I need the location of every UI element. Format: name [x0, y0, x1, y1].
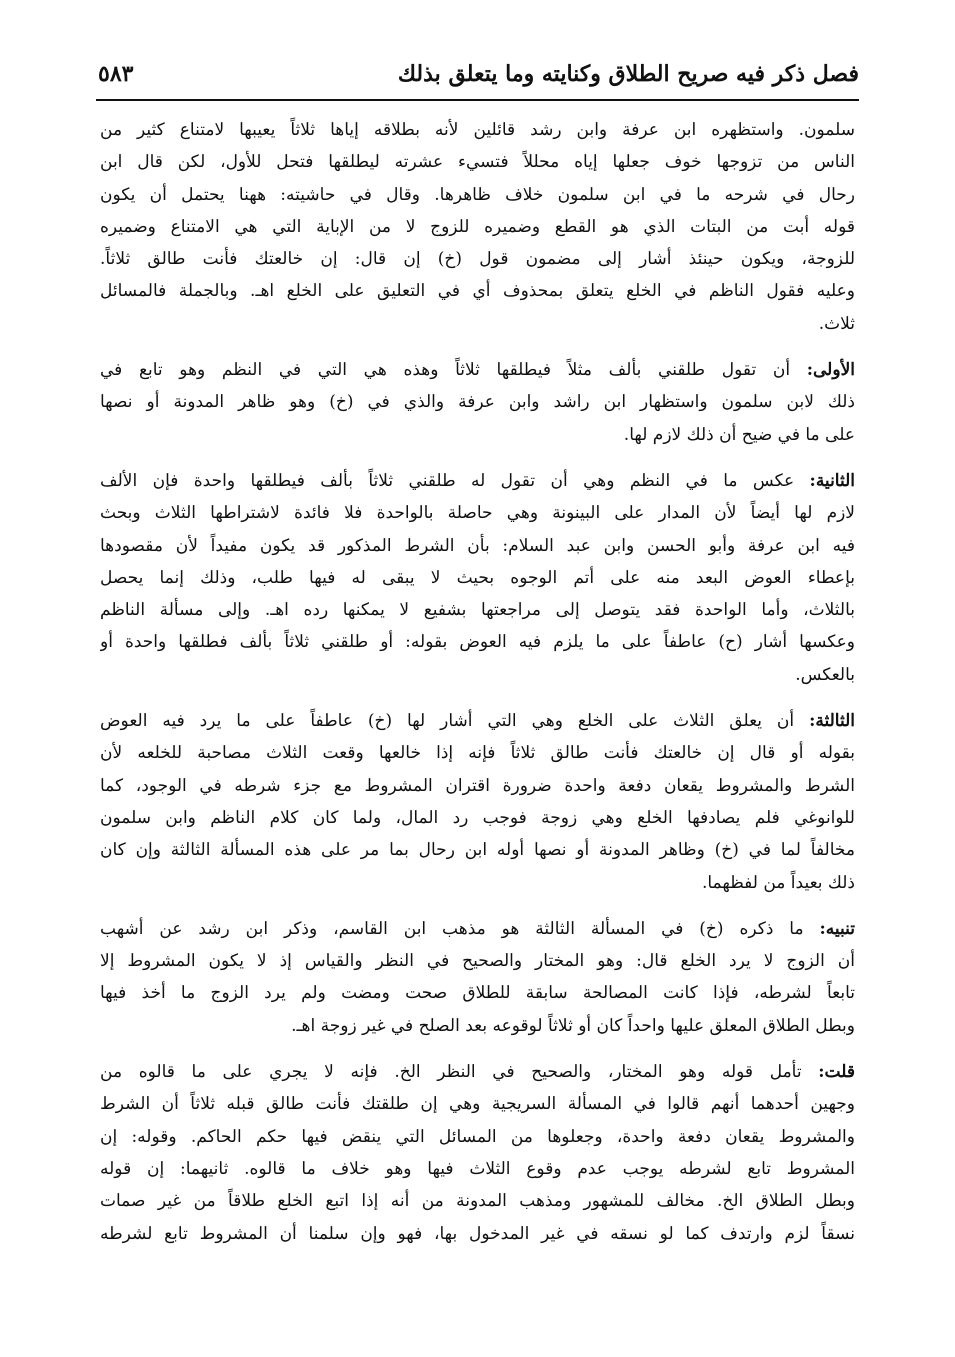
text-line: المشروط تابع لشرطه يوجب عدم وقوع الثلاث فيها وهو خلاف ما قالوه. ثانيهما: إن قوله [100, 1158, 855, 1179]
text-line: ثلاث. [818, 313, 855, 334]
text-line: رحال في شرحه ما في ابن سلمون خلاف ظاهرها. وقال في حاشيته: ههنا يحتمل أن يكون [100, 184, 855, 205]
paragraph-comment [100, 1056, 855, 1250]
chapter-title: فصل ذكر فيه صريح الطلاق وكنايته وما يتعلق بذلك [397, 61, 859, 87]
text-line: الشرط والمشروط يقعان دفعة واحدة ضرورة اقتران المشروط مع جزء شرطه في الوجود، كما [100, 775, 855, 796]
paragraph-first-case [100, 354, 855, 451]
text-line: فيه ابن عرفة وأبو الحسن وابن عبد السلام: بأن الشرط المذكور قد يكون مفيداً لأن مقصودها [100, 535, 855, 556]
paragraph-second-case [100, 465, 855, 691]
page-number: ٥٨٣ [98, 61, 134, 87]
text-line: مخالفاً لما في (خ) وظاهر المدونة أو نصها أوله ابن رحال بما مر على هذه المسألة الثالثة وإن كان [100, 840, 855, 861]
running-header [98, 52, 859, 96]
header-rule [96, 99, 859, 101]
text-line [100, 354, 855, 386]
text-line: وجهين أحدهما أنهم قالوا في المسألة السريجية وهي إن طلقتك فأنت طالق قبله ثلاثاً أن الشرط [100, 1094, 855, 1115]
text-line: نسقاً لزم وارتدف كما لو نسقه في غير المدخول بها، فهو وإن سلمنا أن المشروط تابع لشرطه [100, 1223, 855, 1244]
text-run: أن تقول طلقني بألف مثلاً فيطلقها ثلاثاً وهذه هي التي في النظم وهو تابع في [100, 360, 791, 381]
text-line: تابعاً لشرطه، فإذا كانت المصالحة سابقة للطلاق صحت ومضت ولم يرد الزوج ما أخذ فيها [100, 983, 855, 1004]
text-line: بقوله أو قال إن خالعتك فأنت طالق ثلاثاً فإنه إذا خالعها وقعت الثلاث مصاحبة للخلعه لأن [100, 743, 855, 764]
text-run: تأمل قوله وهو المختار، والصحيح في النظر الخ. فإنه لا يجري على ما قالوه من [100, 1062, 802, 1083]
text-line: ذلك لابن سلمون واستظهار ابن راشد وابن عرفة والذي في (خ) وهو ظاهر المدونة أو نصها [100, 392, 855, 413]
text-run: ما ذكره (خ) في المسألة الثالثة هو مذهب ابن القاسم، وذكر ابن رشد عن أشهب [100, 918, 804, 939]
text-line: أن الزوج لا يرد الخلع قال: وهو المختار والصحيح في النظر والقياس إذ لا يكون المشروط إلا [100, 951, 855, 972]
text-line: والمشروط يقعان دفعة واحدة، وجعلوها من المسائل التي ينقض فيها حكم الحاكم. وقوله: إن [100, 1126, 855, 1147]
page-body [100, 114, 855, 1264]
text-run: أن يعلق الثلاث على الخلع وهي التي أشار لها (خ) عاطفاً على ما يرد فيه العوض [100, 711, 795, 732]
text-line: سلمون. واستظهره ابن عرفة وابن رشد قائلين لأنه بطلاقه إياها ثلاثاً يعيبها لامتناع كثير من [100, 120, 855, 140]
text-line [100, 1056, 855, 1088]
paragraph-lead: تنبيه: [819, 918, 855, 939]
text-line [100, 465, 855, 497]
text-line: ذلك بعيداً من لفظهما. [701, 872, 855, 893]
text-line: بالثلاث، وأما الواحدة فقد يتوصل إلى مراجعتها بشفيع لا يمكنها رده اهـ. وإلى مسألة الناظم [100, 600, 855, 621]
text-line [100, 913, 855, 945]
text-run: عكس ما في النظم وهي أن تقول له طلقني ثلاثاً بألف فيطلقها واحدة فإن الألف [100, 470, 795, 491]
text-line: للزوجة، ويكون حينئذ أشار إلى مضمون قول (خ) إن قال: إن خالعتك فأنت طالق ثلاثاً. [100, 249, 855, 270]
paragraph-lead: قلت: [818, 1062, 855, 1083]
paragraph-third-case [100, 705, 855, 899]
text-line: بإعطاء العوض البعد منه على أتم الوجوه بحيث لا يبقى له فيها طلب، وذلك إنما يحصل [100, 567, 855, 588]
text-line: قوله أبت من البتات الذي هو القطع وضميره للزوج لا من الإباية التي هي الامتناع وضميره [100, 216, 855, 237]
text-line: وعليه فقول الناظم في الخلع يتعلق بمحذوف أي في التعليق على الخلع اهـ. وبالجملة فالمسائل [100, 281, 855, 302]
text-line: بالعكس. [795, 664, 855, 685]
paragraph-lead: الثالثة: [809, 711, 855, 732]
text-line: وبطل الطلاق الخ. مخالف للمشهور ومذهب المدونة من أنه إذا اتبع الخلع طلاقاً من غير صمات [100, 1191, 855, 1212]
paragraph-lead: الأولى: [806, 360, 855, 381]
text-line: للوانوغي فلم يصادفها الخلع وهي زوجة فوجب رد المال، ولما كان كلام الناظم وابن سلمون [100, 807, 855, 828]
paragraph-lead: الثانية: [809, 470, 855, 491]
text-line: لازم لها أيضاً لأن المدار على البينونة وهي حاصلة بالواحدة فلا فائدة لاشتراطها الثلاث وبحث [100, 503, 855, 524]
paragraph-continuation [100, 114, 855, 340]
text-line: الناس من تزوجها خوف جعلها إياه محللاً فتسيء عشرته ليطلقها فتحل للأول، لكن قال ابن [100, 152, 855, 173]
text-line: على ما في ضيح أن ذلك لازم لها. [623, 424, 855, 445]
text-line [100, 705, 855, 737]
text-line: وعكسها أشار (ح) عاطفاً على ما يلزم فيه العوض بقوله: أو طلقني ثلاثاً بألف فطلقها واحدة أو [100, 632, 855, 653]
paragraph-note [100, 913, 855, 1042]
text-line: وبطل الطلاق المعلق عليها واحداً كان أو ثلاثاً لوقوعه بعد الصلح في غير زوجة اهـ. [291, 1015, 855, 1036]
